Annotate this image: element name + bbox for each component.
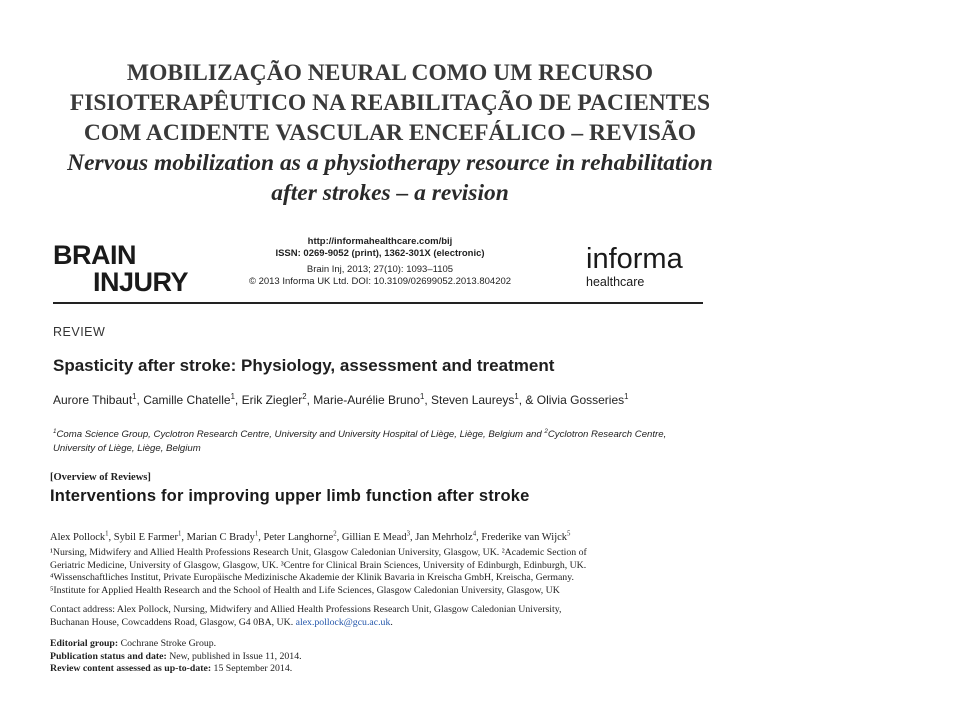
slide-title bbox=[0, 58, 780, 208]
title-en-line: after strokes – a revision bbox=[271, 180, 509, 206]
review-assessed: Review content assessed as up-to-date: 15 September 2014. bbox=[50, 663, 293, 674]
journal-issn: ISSN: 0269-9052 (print), 1362-301X (electronic) bbox=[275, 248, 485, 259]
overview-label: [Overview of Reviews] bbox=[50, 472, 151, 483]
journal-copyright: © 2013 Informa UK Ltd. DOI: 10.3109/02699052.2013.804202 bbox=[248, 276, 512, 287]
author: Jan Mehrholz$^4$, bbox=[415, 530, 482, 543]
author: Gillian E Mead$^3$, bbox=[341, 530, 416, 543]
affiliation-line: ⁵Institute for Applied Health Research and the School of Health and Life Sciences, Glasgow Caledonian University, Glasgow, UK bbox=[50, 584, 560, 596]
journal-citation: Brain Inj, 2013; 27(10): 1093–1105 bbox=[306, 264, 454, 275]
title-pt-line: FISIOTERAPÊUTICO NA REABILITAÇÃO DE PACIENTES bbox=[69, 90, 711, 116]
author: Alex Pollock$^1$, bbox=[50, 530, 114, 543]
contact-email-link[interactable]: alex.pollock@gcu.ac.uk bbox=[295, 616, 391, 628]
cochrane-title: Interventions for improving upper limb function after stroke bbox=[50, 487, 530, 505]
author: Aurore Thibaut$^1$, bbox=[53, 392, 144, 407]
publication-info bbox=[50, 638, 302, 676]
journal-name-line1: BRAIN bbox=[53, 240, 136, 270]
journal-url[interactable]: http://informahealthcare.com/bij bbox=[307, 236, 453, 247]
article-title: Spasticity after stroke: Physiology, assessment and treatment bbox=[53, 356, 555, 375]
title-en-line: Nervous mobilization as a physiotherapy resource in rehabilitation bbox=[67, 150, 713, 176]
author: Marian C Brady$^1$, bbox=[186, 530, 264, 543]
publisher-logo bbox=[586, 244, 683, 290]
journal-name-line2: INJURY bbox=[93, 267, 189, 297]
publisher-sub: healthcare bbox=[586, 275, 645, 289]
contact-address: Contact address: Alex Pollock, Nursing, Midwifery and Allied Health Professions Research Unit, Glasgow Caledonian University, Buchanan House, Cowcaddens Road, Glasgow, G4 0BA, UK. alex.pollock@gcu.ac.uk. bbox=[50, 604, 562, 628]
editorial-group: Editorial group: Cochrane Stroke Group. bbox=[50, 638, 217, 649]
author: Marie-Aurélie Bruno$^1$, bbox=[313, 392, 432, 407]
cochrane-author-list bbox=[50, 528, 570, 544]
title-pt-line: MOBILIZAÇÃO NEURAL COMO UM RECURSO bbox=[126, 60, 654, 86]
affiliation-line: ⁴Wissenschaftliches Institut, Private Europäische Medizinische Akademie der Klinik Bavaria in Kreischa GmbH, Kreischa, Germany. bbox=[50, 572, 574, 583]
affiliation: $^1$Coma Science Group, Cyclotron Research Centre, University and University Hospital of Liège, Liège, Belgium and $^2$Cyclotron Research Centre, University of Liège, Liège, Belgium bbox=[53, 428, 667, 455]
header-rule bbox=[53, 302, 703, 304]
author: Steven Laureys$^1$, & bbox=[431, 392, 537, 407]
publication-status: Publication status and date: New, published in Issue 11, 2014. bbox=[50, 650, 302, 662]
publisher-name: informa bbox=[586, 243, 683, 275]
journal-logo bbox=[53, 242, 188, 296]
author-list bbox=[53, 392, 628, 407]
affiliation-line: Geriatric Medicine, University of Glasgow, Glasgow, UK. ³Centre for Clinical Brain Sciences, University of Edinburgh, Edinburgh, UK. bbox=[50, 559, 587, 571]
section-label: REVIEW bbox=[53, 325, 106, 339]
author: Erik Ziegler$^2$, bbox=[241, 392, 314, 407]
affiliation-line: ¹Nursing, Midwifery and Allied Health Professions Research Unit, Glasgow Caledonian University, Glasgow, UK. ²Academic Section of bbox=[50, 547, 587, 558]
author: Sybil E Farmer$^1$, bbox=[113, 530, 187, 543]
author: Camille Chatelle$^1$, bbox=[143, 392, 242, 407]
author: Frederike van Wijck$^5$ bbox=[481, 530, 571, 543]
title-pt-line: COM ACIDENTE VASCULAR ENCEFÁLICO – REVISÃO bbox=[83, 120, 697, 146]
cochrane-affiliations bbox=[50, 547, 690, 597]
author: Olivia Gosseries$^1$ bbox=[536, 392, 629, 407]
journal-meta bbox=[230, 236, 530, 288]
author: Peter Langhorne$^2$, bbox=[263, 530, 342, 543]
